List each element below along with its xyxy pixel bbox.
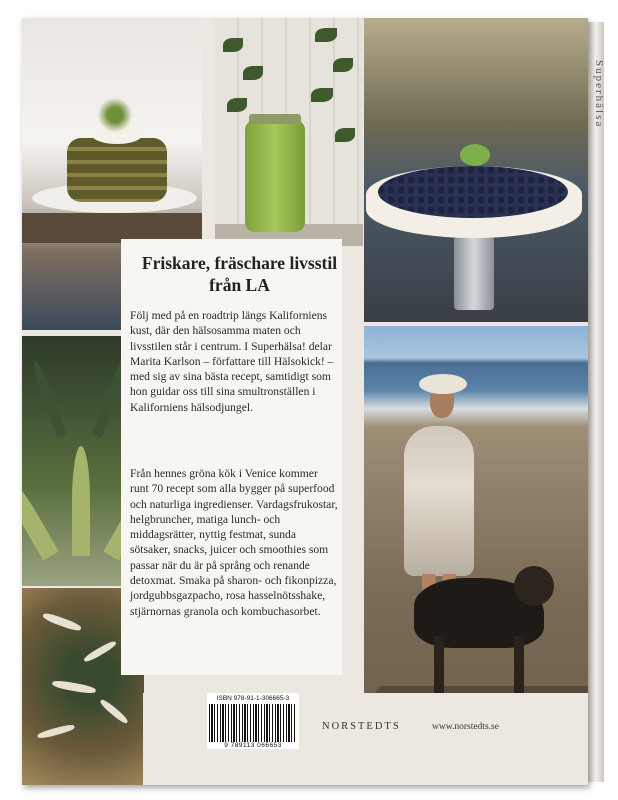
book-spine — [588, 22, 604, 782]
publisher-name: NORSTEDTS — [322, 721, 401, 732]
dog-leg — [514, 636, 524, 696]
coconut-shred — [37, 723, 76, 740]
isbn-number: ISBN 978-91-1-306665-3 — [216, 695, 290, 702]
barcode-bars — [209, 704, 297, 742]
cake-stand — [454, 236, 494, 310]
blueberry-topping — [378, 166, 568, 218]
description-paragraph-2: Från hennes gröna kök i Venice kommer runt 70 recept som alla bygger på superfood och naturliga ingredienser. Vardagsfrukostar, helgbruncher, matiga lunch- och middagsrätter, nyttig festmat, sunda sötsaker, snacks, juicer och smoothies som passar när du är på språng och renande detoxmat. Smaka på sharon- och fikonpizza, jordgubbsgazpacho, rosa hasselnötsshake, stjärnornas granola och kombuchasorbet. — [130, 467, 338, 618]
agave-leaf — [22, 474, 59, 561]
barcode-digits: 9 789113 066653 — [224, 742, 282, 749]
jar-lid — [249, 114, 301, 124]
coconut-shred — [83, 639, 118, 663]
blueberry-cake-photo — [364, 18, 588, 322]
panel-heading: Friskare, fräschare livsstil från LA — [141, 253, 338, 295]
vine-leaf — [311, 88, 333, 102]
coconut-shred — [52, 679, 97, 695]
publisher-website: www.norstedts.se — [432, 722, 499, 732]
vine-leaf — [333, 58, 353, 72]
agave-leaf — [72, 446, 90, 556]
sun-hat — [419, 374, 467, 394]
dog-leg — [434, 636, 444, 696]
palm-frond — [30, 359, 67, 438]
smoothie-photo — [215, 18, 363, 246]
smoothie-jar — [245, 120, 305, 232]
mint-leaf — [460, 144, 490, 166]
vine-leaf — [315, 28, 337, 42]
pancake-stack — [67, 138, 167, 202]
dog-head — [514, 566, 554, 606]
vine-leaf — [227, 98, 247, 112]
woman-in-dress — [404, 426, 474, 576]
vine-leaf — [335, 128, 355, 142]
description-paragraph-1: Följ med på en roadtrip längs Kaliforniens kust, där den hälsosamma maten och livsstilen står i centrum. I Superhälsa! delar Marita Karlson – författare till Hälsokick! – med sig av sina bästa recept, samtidigt som hon guidar oss till sina smultronställen i Kaliforniens hälsodjungel. — [130, 309, 334, 414]
isbn-barcode — [207, 693, 299, 749]
coconut-shred — [99, 698, 130, 725]
coconut-shred — [42, 611, 82, 632]
spine-title: Superhälsa — [593, 60, 605, 129]
vine-leaf — [223, 38, 243, 52]
vine-leaf — [243, 66, 263, 80]
herb-garnish — [97, 98, 133, 132]
